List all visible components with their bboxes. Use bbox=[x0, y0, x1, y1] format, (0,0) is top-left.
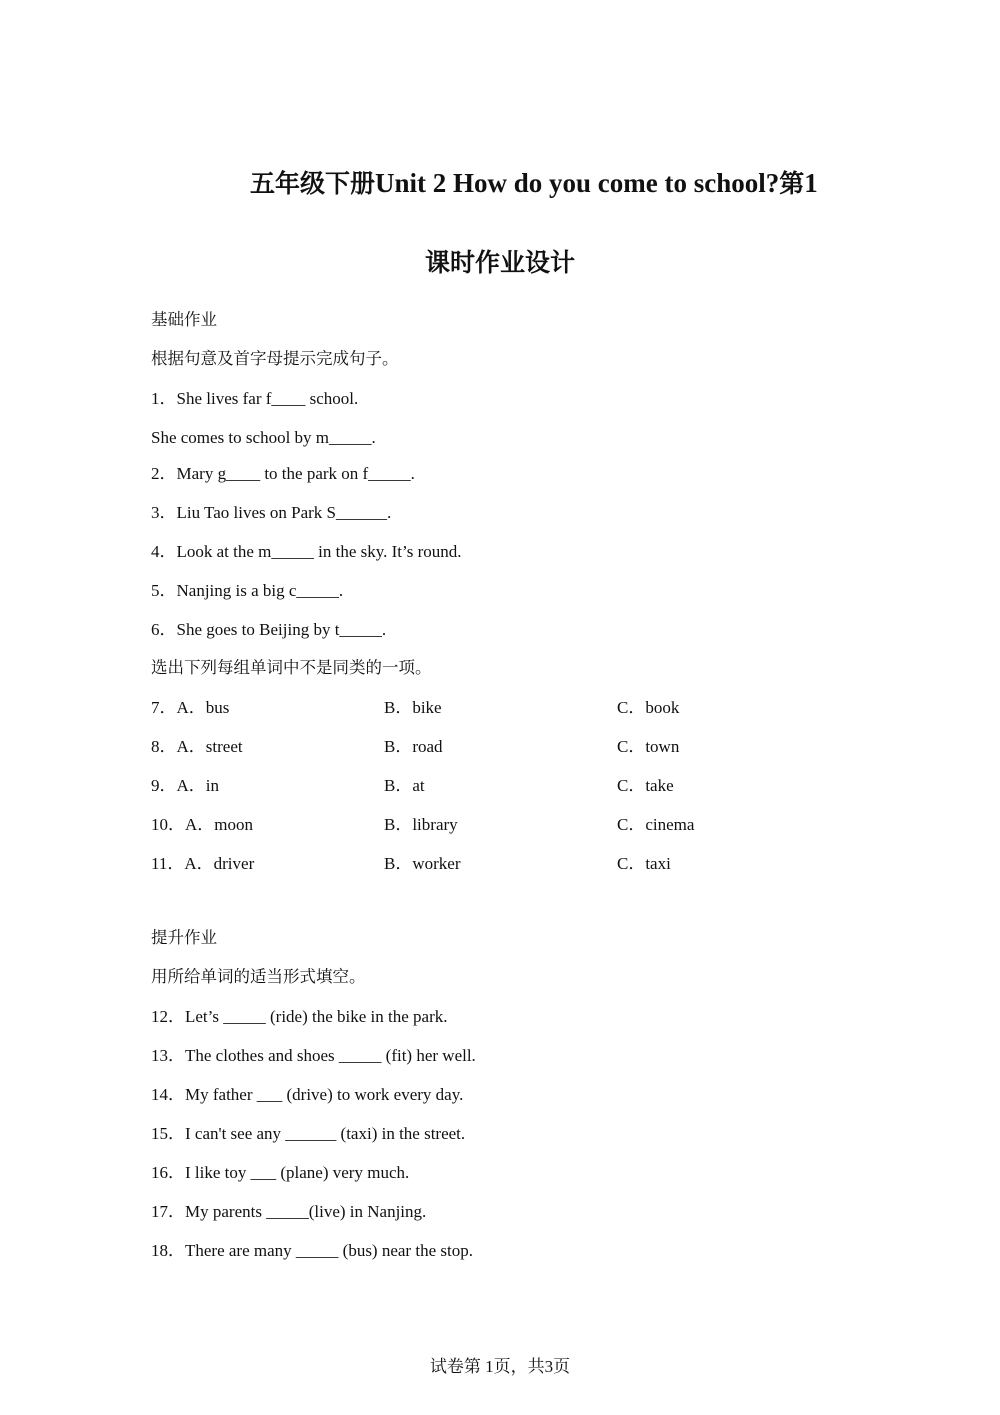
title-cn-suffix: 第 bbox=[779, 169, 805, 198]
instruction-odd-one-out: 选出下列每组单词中不是同类的一项。 bbox=[151, 658, 432, 677]
choice-7-option-b: B．bike bbox=[384, 698, 442, 717]
choice-9-option-a: 9．A．in bbox=[151, 776, 219, 795]
question-4: 4．Look at the m_____ in the sky. It’s round. bbox=[151, 542, 462, 561]
page-footer: 试卷第 1页，共3页 bbox=[429, 1357, 571, 1376]
choice-10-option-c: C．cinema bbox=[617, 815, 695, 834]
title-unit-text: Unit 2 How do you come to school? bbox=[375, 168, 780, 198]
title-lesson-number: 1 bbox=[804, 168, 818, 198]
question-18: 18．There are many _____ (bus) near the stop. bbox=[151, 1241, 473, 1260]
choice-8-option-a: 8．A．street bbox=[151, 737, 243, 756]
choice-7-option-c: C．book bbox=[617, 698, 680, 717]
question-1-second-sentence: She comes to school by m_____. bbox=[151, 428, 376, 447]
question-16: 16．I like toy ___ (plane) very much. bbox=[151, 1163, 410, 1182]
question-5: 5．Nanjing is a big c_____. bbox=[151, 581, 344, 600]
choice-11-option-c: C．taxi bbox=[617, 854, 671, 873]
question-13: 13．The clothes and shoes _____ (fit) her well. bbox=[151, 1046, 476, 1065]
choice-10-option-b: B．library bbox=[384, 815, 458, 834]
question-12: 12．Let’s _____ (ride) the bike in the park. bbox=[151, 1007, 448, 1026]
instruction-fill-initials: 根据句意及首字母提示完成句子。 bbox=[151, 349, 399, 368]
section-heading-basic: 基础作业 bbox=[151, 310, 217, 329]
question-6: 6．She goes to Beijing by t_____. bbox=[151, 620, 387, 639]
choice-9-option-b: B．at bbox=[384, 776, 425, 795]
question-2: 2．Mary g____ to the park on f_____. bbox=[151, 464, 415, 483]
choice-8-option-b: B．road bbox=[384, 737, 443, 756]
choice-10-option-a: 10．A．moon bbox=[151, 815, 253, 834]
choice-11-option-b: B．worker bbox=[384, 854, 461, 873]
choice-8-option-c: C．town bbox=[617, 737, 680, 756]
document-title-line2: 课时作业设计 bbox=[424, 248, 575, 277]
document-title-line1 bbox=[170, 170, 930, 197]
question-15: 15．I can't see any ______ (taxi) in the street. bbox=[151, 1124, 466, 1143]
question-3: 3．Liu Tao lives on Park S______. bbox=[151, 503, 392, 522]
choice-11-option-a: 11．A．driver bbox=[151, 854, 255, 873]
choice-9-option-c: C．take bbox=[617, 776, 674, 795]
question-17: 17．My parents _____(live) in Nanjing. bbox=[151, 1202, 427, 1221]
question-1: 1．She lives far f____ school. bbox=[151, 389, 359, 408]
choice-7-option-a: 7．A．bus bbox=[151, 698, 230, 717]
question-14: 14．My father ___ (drive) to work every day. bbox=[151, 1085, 464, 1104]
instruction-word-forms: 用所给单词的适当形式填空。 bbox=[151, 967, 366, 986]
title-cn-prefix: 五年级下册 bbox=[250, 169, 376, 198]
section-heading-advanced: 提升作业 bbox=[151, 928, 217, 947]
